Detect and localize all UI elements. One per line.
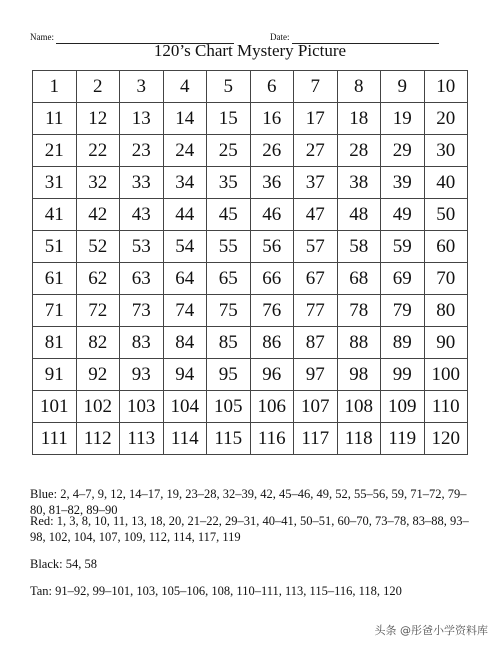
grid-cell: 26 xyxy=(251,135,295,167)
grid-cell: 78 xyxy=(338,295,382,327)
grid-cell: 81 xyxy=(33,327,77,359)
grid-cell: 115 xyxy=(207,423,251,455)
grid-cell: 118 xyxy=(338,423,382,455)
grid-cell: 63 xyxy=(120,263,164,295)
grid-cell: 31 xyxy=(33,167,77,199)
grid-cell: 86 xyxy=(251,327,295,359)
grid-cell: 27 xyxy=(294,135,338,167)
grid-cell: 44 xyxy=(164,199,208,231)
date-label: Date: xyxy=(270,32,290,42)
grid-cell: 104 xyxy=(164,391,208,423)
color-key-blue: Blue: 2, 4–7, 9, 12, 14–17, 19, 23–28, 32–39, 42, 45–46, 49, 52, 55–56, 59, 71–72, 79–80, 81–82, 89–90 xyxy=(30,487,467,517)
grid-cell: 114 xyxy=(164,423,208,455)
grid-cell: 57 xyxy=(294,231,338,263)
grid-cell: 39 xyxy=(381,167,425,199)
grid-cell: 69 xyxy=(381,263,425,295)
grid-cell: 21 xyxy=(33,135,77,167)
grid-cell: 88 xyxy=(338,327,382,359)
grid-cell: 32 xyxy=(77,167,121,199)
grid-cell: 19 xyxy=(381,103,425,135)
grid-cell: 91 xyxy=(33,359,77,391)
grid-cell: 99 xyxy=(381,359,425,391)
grid-cell: 47 xyxy=(294,199,338,231)
grid-cell: 23 xyxy=(120,135,164,167)
grid-cell: 108 xyxy=(338,391,382,423)
grid-cell: 9 xyxy=(381,71,425,103)
grid-cell: 92 xyxy=(77,359,121,391)
grid-cell: 29 xyxy=(381,135,425,167)
grid-cell: 1 xyxy=(33,71,77,103)
grid-cell: 82 xyxy=(77,327,121,359)
grid-cell: 71 xyxy=(33,295,77,327)
grid-cell: 25 xyxy=(207,135,251,167)
grid-cell: 17 xyxy=(294,103,338,135)
grid-cell: 74 xyxy=(164,295,208,327)
grid-cell: 51 xyxy=(33,231,77,263)
grid-cell: 8 xyxy=(338,71,382,103)
grid-cell: 72 xyxy=(77,295,121,327)
grid-cell: 45 xyxy=(207,199,251,231)
grid-cell: 117 xyxy=(294,423,338,455)
grid-cell: 37 xyxy=(294,167,338,199)
color-key-tan: Tan: 91–92, 99–101, 103, 105–106, 108, 110–111, 113, 115–116, 118, 120 xyxy=(30,584,402,598)
grid-cell: 49 xyxy=(381,199,425,231)
grid-cell: 35 xyxy=(207,167,251,199)
grid-cell: 34 xyxy=(164,167,208,199)
grid-cell: 73 xyxy=(120,295,164,327)
grid-cell: 13 xyxy=(120,103,164,135)
color-key-black: Black: 54, 58 xyxy=(30,557,98,571)
grid-cell: 7 xyxy=(294,71,338,103)
grid-cell: 100 xyxy=(425,359,469,391)
grid-cell: 110 xyxy=(425,391,469,423)
grid-cell: 84 xyxy=(164,327,208,359)
grid-cell: 18 xyxy=(338,103,382,135)
name-label: Name: xyxy=(30,32,54,42)
grid-cell: 96 xyxy=(251,359,295,391)
grid-cell: 53 xyxy=(120,231,164,263)
grid-cell: 55 xyxy=(207,231,251,263)
grid-cell: 107 xyxy=(294,391,338,423)
grid-cell: 4 xyxy=(164,71,208,103)
grid-cell: 112 xyxy=(77,423,121,455)
grid-cell: 58 xyxy=(338,231,382,263)
grid-cell: 28 xyxy=(338,135,382,167)
grid-cell: 77 xyxy=(294,295,338,327)
grid-cell: 22 xyxy=(77,135,121,167)
grid-cell: 56 xyxy=(251,231,295,263)
grid-cell: 67 xyxy=(294,263,338,295)
grid-cell: 109 xyxy=(381,391,425,423)
grid-cell: 59 xyxy=(381,231,425,263)
grid-cell: 52 xyxy=(77,231,121,263)
grid-cell: 66 xyxy=(251,263,295,295)
grid-cell: 65 xyxy=(207,263,251,295)
grid-cell: 61 xyxy=(33,263,77,295)
grid-cell: 11 xyxy=(33,103,77,135)
grid-cell: 30 xyxy=(425,135,469,167)
grid-cell: 14 xyxy=(164,103,208,135)
grid-cell: 54 xyxy=(164,231,208,263)
grid-cell: 113 xyxy=(120,423,164,455)
grid-cell: 3 xyxy=(120,71,164,103)
grid-cell: 60 xyxy=(425,231,469,263)
grid-cell: 62 xyxy=(77,263,121,295)
color-key-red: Red: 1, 3, 8, 10, 11, 13, 18, 20, 21–22, 29–31, 40–41, 50–51, 60–70, 73–78, 83–88, 93–98, 102, 104, 107, 109, 112, 114, 117, 119 xyxy=(30,514,469,544)
grid-cell: 43 xyxy=(120,199,164,231)
grid-cell: 90 xyxy=(425,327,469,359)
grid-cell: 101 xyxy=(33,391,77,423)
hundreds-chart-grid xyxy=(32,70,468,455)
grid-cell: 5 xyxy=(207,71,251,103)
grid-cell: 36 xyxy=(251,167,295,199)
grid-cell: 50 xyxy=(425,199,469,231)
grid-cell: 80 xyxy=(425,295,469,327)
grid-cell: 75 xyxy=(207,295,251,327)
grid-cell: 93 xyxy=(120,359,164,391)
grid-cell: 46 xyxy=(251,199,295,231)
grid-cell: 12 xyxy=(77,103,121,135)
grid-cell: 106 xyxy=(251,391,295,423)
grid-cell: 94 xyxy=(164,359,208,391)
grid-cell: 15 xyxy=(207,103,251,135)
grid-cell: 64 xyxy=(164,263,208,295)
grid-cell: 38 xyxy=(338,167,382,199)
grid-cell: 105 xyxy=(207,391,251,423)
grid-cell: 95 xyxy=(207,359,251,391)
grid-cell: 40 xyxy=(425,167,469,199)
grid-cell: 2 xyxy=(77,71,121,103)
grid-cell: 103 xyxy=(120,391,164,423)
grid-cell: 33 xyxy=(120,167,164,199)
page-title: 120’s Chart Mystery Picture xyxy=(153,41,347,60)
grid-cell: 89 xyxy=(381,327,425,359)
grid-cell: 10 xyxy=(425,71,469,103)
grid-cell: 6 xyxy=(251,71,295,103)
grid-cell: 111 xyxy=(33,423,77,455)
grid-cell: 85 xyxy=(207,327,251,359)
grid-cell: 48 xyxy=(338,199,382,231)
grid-cell: 98 xyxy=(338,359,382,391)
grid-cell: 120 xyxy=(425,423,469,455)
grid-cell: 41 xyxy=(33,199,77,231)
grid-cell: 87 xyxy=(294,327,338,359)
grid-cell: 79 xyxy=(381,295,425,327)
grid-cell: 119 xyxy=(381,423,425,455)
grid-cell: 70 xyxy=(425,263,469,295)
watermark: 头条 @彤爸小学资料库 xyxy=(374,624,488,637)
grid-cell: 116 xyxy=(251,423,295,455)
grid-cell: 24 xyxy=(164,135,208,167)
grid-cell: 16 xyxy=(251,103,295,135)
grid-cell: 20 xyxy=(425,103,469,135)
grid-cell: 97 xyxy=(294,359,338,391)
grid-cell: 83 xyxy=(120,327,164,359)
grid-cell: 68 xyxy=(338,263,382,295)
grid-cell: 76 xyxy=(251,295,295,327)
grid-cell: 42 xyxy=(77,199,121,231)
grid-cell: 102 xyxy=(77,391,121,423)
